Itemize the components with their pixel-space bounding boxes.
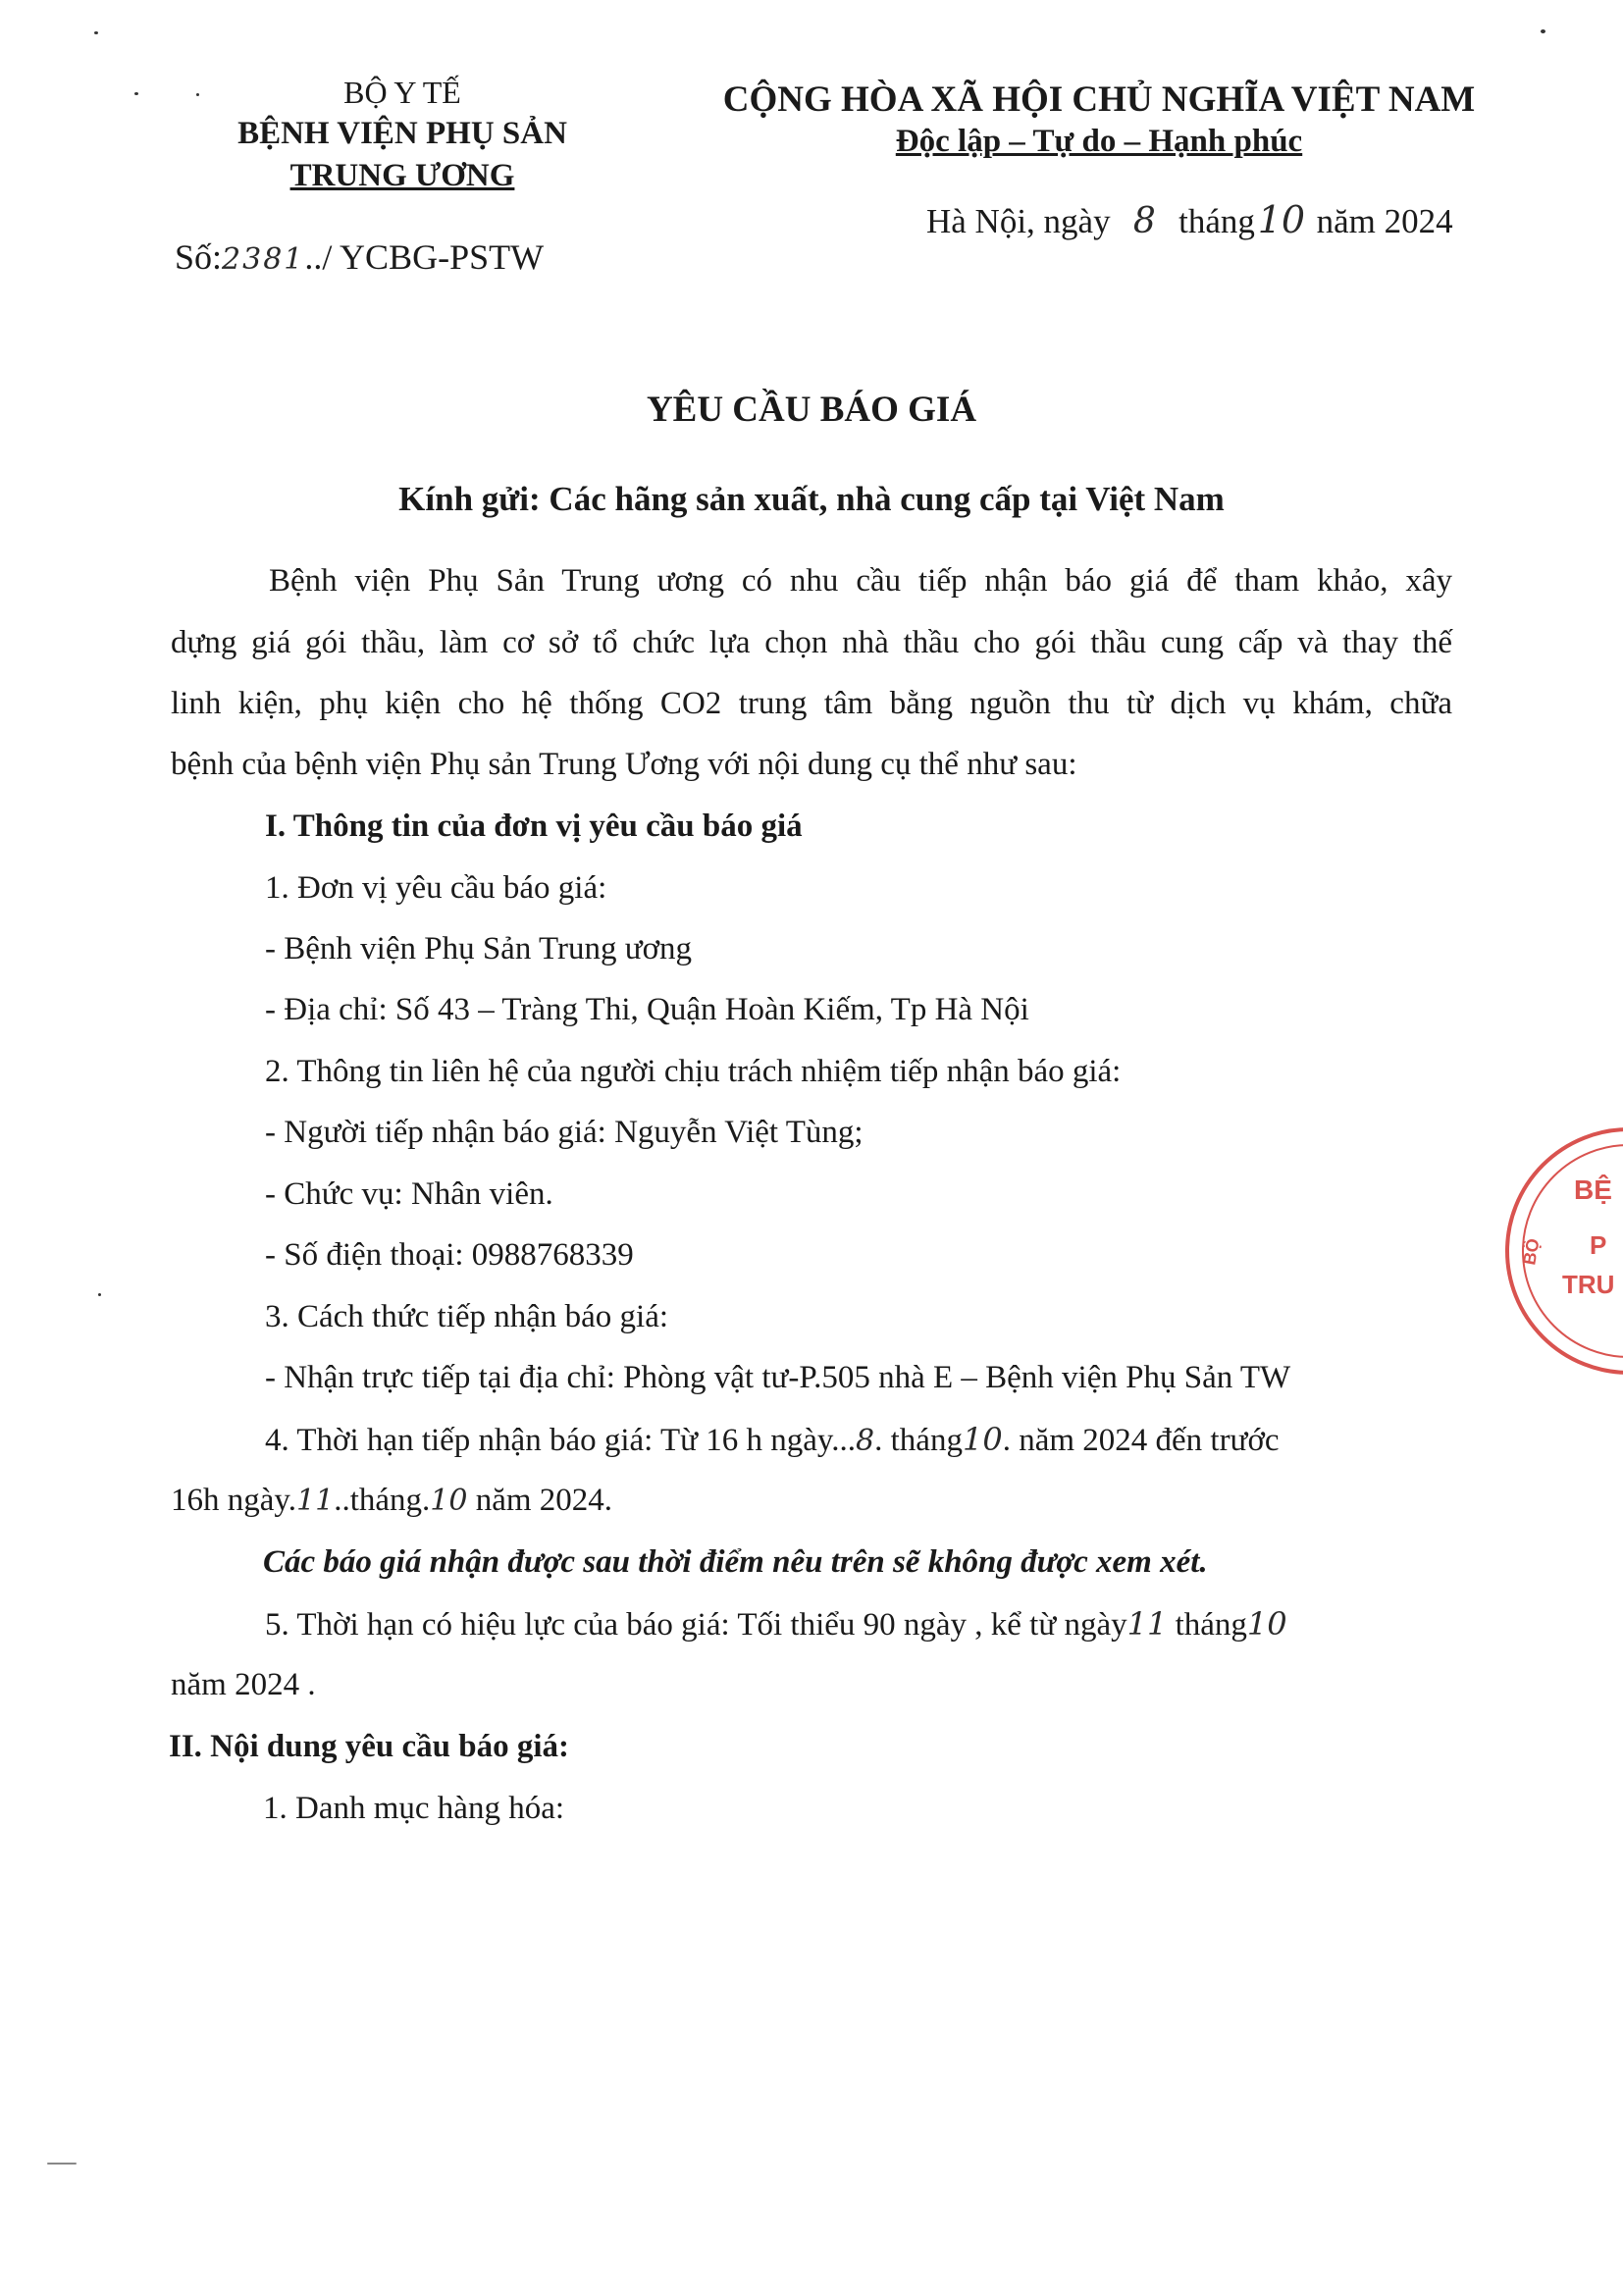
national-motto: Độc lập – Tự do – Hạnh phúc	[895, 124, 1303, 159]
scan-speck	[98, 1293, 101, 1296]
s1-item4-line1	[265, 1421, 1448, 1458]
hospital-name: BỆNH VIỆN PHỤ SẢN	[237, 116, 567, 151]
date-day-handwritten: 8	[1132, 201, 1156, 241]
s1-item3-method: - Nhận trực tiếp tại địa chỉ: Phòng vật tư-P.505 nhà E – Bệnh viện Phụ Sản TW	[265, 1360, 1291, 1395]
stamp-text-side: BỘ	[1519, 1236, 1544, 1267]
date-year: năm 2024	[1316, 202, 1453, 240]
s1-item5-day-handwritten: 11	[1126, 1605, 1168, 1643]
header-right	[667, 78, 1531, 161]
stamp-text-mid: P	[1590, 1230, 1607, 1260]
s1-item2-position: - Chức vụ: Nhân viên.	[265, 1176, 553, 1212]
issue-date	[926, 200, 1453, 241]
s1-item4-text-b: . tháng	[874, 1423, 963, 1458]
s1-item4-text-c: . năm 2024 đến trước	[1002, 1423, 1280, 1458]
country-name: CỘNG HÒA XÃ HỘI CHỦ NGHĨA VIỆT NAM	[722, 79, 1476, 120]
s1-item4-line2	[171, 1485, 612, 1517]
motto-wrap	[667, 122, 1531, 161]
doc-no-handwritten: 2381	[222, 242, 305, 277]
s1-item4-text-e: ..tháng.	[334, 1483, 431, 1518]
section1-heading: I. Thông tin của đơn vị yêu cầu báo giá	[265, 809, 803, 844]
date-month-handwritten: 10	[1257, 198, 1306, 241]
header-left	[177, 73, 628, 196]
intro-line-2: dựng giá gói thầu, làm cơ sở tổ chức lựa chọn nhà thầu cho gói thầu cung cấp và thay thế	[171, 625, 1452, 660]
scan-speck	[134, 92, 138, 95]
s1-item4-text-f: năm 2024.	[467, 1483, 613, 1518]
s1-item3: 3. Cách thức tiếp nhận báo giá:	[265, 1299, 669, 1334]
s1-item4-text-d: 16h ngày.	[171, 1483, 297, 1518]
s1-item4-text-a: 4. Thời hạn tiếp nhận báo giá: Từ 16 h ngày...	[265, 1423, 857, 1458]
date-prefix: Hà Nội, ngày	[926, 202, 1111, 240]
ministry-name: BỘ Y TẾ	[343, 75, 461, 110]
scan-speck	[47, 2163, 77, 2165]
recipient-line: Kính gửi: Các hãng sản xuất, nhà cung cấp tại Việt Nam	[398, 480, 1225, 518]
s1-item2-phone: - Số điện thoại: 0988768339	[265, 1237, 634, 1273]
s1-item4-month1-handwritten: 10	[962, 1421, 1003, 1458]
scan-speck	[94, 31, 98, 34]
s1-item4-day1-handwritten: 8	[856, 1424, 875, 1458]
hospital-name-line2: TRUNG ƯƠNG	[289, 158, 515, 193]
s2-item1: 1. Danh mục hàng hóa:	[263, 1791, 565, 1826]
scan-speck	[1541, 29, 1545, 33]
doc-no-suffix: ../ YCBG-PSTW	[304, 237, 545, 277]
s1-item4-day2-handwritten: 11	[296, 1484, 335, 1518]
date-month-label: tháng	[1178, 202, 1255, 240]
s1-item5-line2: năm 2024 .	[171, 1667, 316, 1702]
intro-line-4: bệnh của bệnh viện Phụ sản Trung Ương với nội dung cụ thể như sau:	[171, 747, 1077, 782]
s1-item4-month2-handwritten: 10	[430, 1484, 468, 1518]
s1-note: Các báo giá nhận được sau thời điểm nêu trên sẽ không được xem xét.	[263, 1544, 1208, 1580]
doc-no-prefix: Số:	[175, 237, 223, 277]
document-number	[175, 237, 544, 280]
s1-item1-address: - Địa chỉ: Số 43 – Tràng Thi, Quận Hoàn Kiếm, Tp Hà Nội	[265, 992, 1029, 1027]
intro-line-1: Bệnh viện Phụ Sản Trung ương có nhu cầu tiếp nhận báo giá để tham khảo, xây	[269, 563, 1452, 599]
s1-item2: 2. Thông tin liên hệ của người chịu trách nhiệm tiếp nhận báo giá:	[265, 1054, 1122, 1089]
s1-item1: 1. Đơn vị yêu cầu báo giá:	[265, 870, 607, 906]
section2-heading: II. Nội dung yêu cầu báo giá:	[169, 1729, 570, 1764]
s1-item5-text-b: tháng	[1167, 1607, 1247, 1643]
intro-line-3: linh kiện, phụ kiện cho hệ thống CO2 trung tâm bằng nguồn thu từ dịch vụ khám, chữa	[171, 686, 1452, 721]
s1-item5-line1	[265, 1605, 1287, 1643]
hospital-name-line2-wrap	[177, 155, 628, 196]
official-seal-stamp	[1499, 1109, 1623, 1393]
stamp-text-top: BỆ	[1574, 1174, 1612, 1205]
s1-item5-text-a: 5. Thời hạn có hiệu lực của báo giá: Tối thiểu 90 ngày , kể từ ngày	[265, 1607, 1127, 1643]
s1-item5-month-handwritten: 10	[1246, 1605, 1287, 1643]
s1-item1-unit: - Bệnh viện Phụ Sản Trung ương	[265, 931, 693, 966]
document-title: YÊU CẦU BÁO GIÁ	[646, 390, 977, 430]
stamp-text-bot: TRU	[1562, 1270, 1615, 1299]
s1-item2-person: - Người tiếp nhận báo giá: Nguyễn Việt Tùng;	[265, 1115, 864, 1150]
